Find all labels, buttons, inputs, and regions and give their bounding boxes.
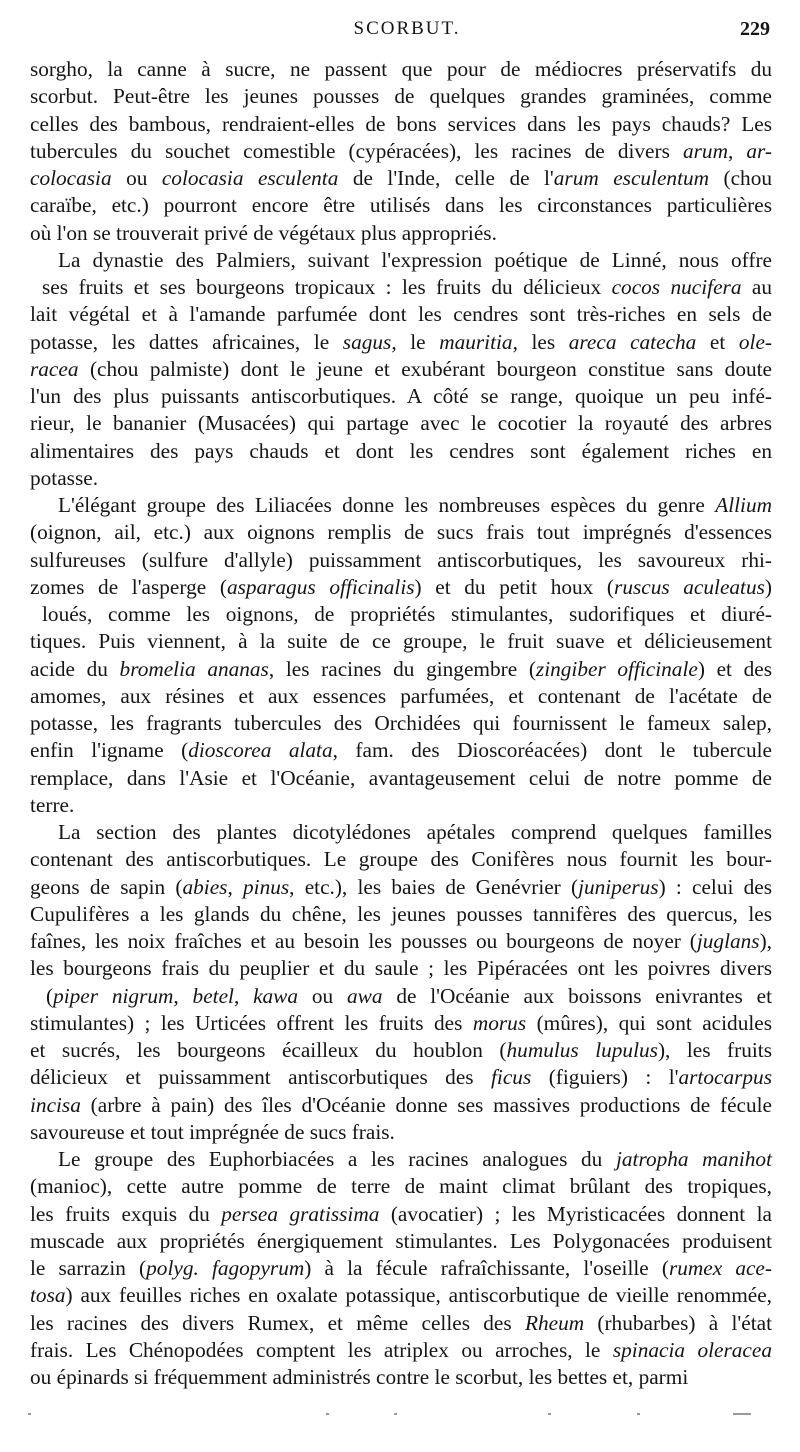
text-run: ou (111, 166, 162, 190)
italic-term: arum esculentum (553, 166, 710, 190)
text-line (30, 220, 772, 247)
italic-term: jatropha manihot (615, 1147, 772, 1171)
text-run: tubercules du souchet comestible (cypéracées), les racines de divers (30, 138, 683, 163)
text-run: celles des bambous, rendraient-elles de bons services dans les pays chauds? Les (30, 111, 772, 136)
text-line (30, 492, 772, 519)
text-line (30, 519, 772, 546)
text-run: muscade aux propriétés énergiquement stimulantes. Les Polygonacées produisent (30, 1228, 772, 1253)
text-run: ) : celui des (658, 874, 772, 899)
text-line (30, 83, 772, 110)
text-run: contenant des antiscorbutiques. Le groupe des Conifères nous fournit les bour- (30, 847, 772, 872)
text-line (30, 138, 772, 165)
text-line (30, 1119, 772, 1146)
text-run: ses fruits et ses bourgeons tropicaux : les fruits du délicieux (42, 275, 612, 299)
italic-term: colocasia (30, 166, 112, 190)
text-line (30, 56, 772, 83)
text-run: ) et des (697, 656, 773, 681)
text-run: l'un des plus puissants antiscorbutiques. A côté se range, quoique un peu infé- (30, 384, 772, 408)
text-line (30, 656, 772, 683)
italic-term: dioscorea alata (188, 738, 333, 763)
italic-term: kawa (253, 983, 299, 1008)
italic-term: ruscus aculeatus (614, 574, 765, 599)
text-line (30, 1255, 772, 1282)
italic-term: sagus (342, 329, 392, 354)
text-line (30, 1364, 772, 1391)
text-run: et (696, 329, 739, 354)
text-run: amomes, aux résines et aux essences parfumées, et contenant de l'acétate de (30, 683, 772, 708)
italic-term: abies (182, 874, 228, 899)
text-line (30, 683, 772, 710)
text-line (30, 901, 772, 928)
text-line (30, 111, 772, 138)
italic-term: betel (192, 983, 234, 1008)
italic-term: ficus (491, 1065, 532, 1090)
text-run: L'élégant groupe des Liliacées donne les nombreuses espèces du genre (58, 493, 716, 517)
italic-term: asparagus officinalis (226, 574, 415, 599)
text-line (30, 1064, 772, 1091)
text-line (30, 301, 772, 328)
text-run: acide du (30, 656, 120, 681)
italic-term: bromelia ananas (119, 656, 269, 681)
text-run: (mûres), qui sont acidules (526, 1010, 773, 1035)
text-run: ( (46, 983, 54, 1008)
text-run: au (741, 275, 772, 299)
text-line (30, 792, 772, 819)
text-run: (rhubarbes) à l'état (584, 1310, 773, 1335)
text-line (30, 1282, 772, 1309)
italic-term: pinus (243, 874, 290, 899)
text-run: rieur, le bananier (Musacées) qui partage avec le cocotier la royauté des arbres (30, 411, 772, 436)
italic-term: areca catecha (568, 329, 697, 354)
italic-term: incisa (30, 1092, 81, 1117)
italic-term: zingiber officinale (535, 656, 698, 681)
text-line (30, 874, 772, 901)
text-run: ou (298, 983, 347, 1008)
text-line (30, 1173, 772, 1200)
text-run: loués, comme les oignons, de propriétés stimulantes, sudorifiques et diuré- (42, 602, 772, 626)
text-line (30, 710, 772, 737)
text-run: La section des plantes dicotylédones apétales comprend quelques familles (58, 820, 772, 844)
text-line (30, 765, 772, 792)
text-run: les racines des divers Rumex, et même celles des (30, 1310, 525, 1335)
italic-term: Allium (715, 493, 772, 517)
text-run: ) aux feuilles riches en oxalate potassique, antiscorbutique de vieille renommée, (65, 1283, 772, 1308)
italic-term: juglans (696, 929, 760, 953)
text-run: , (227, 874, 243, 899)
text-run: Cupulifères a les glands du chêne, les jeunes pousses tannifères des quercus, les (30, 901, 772, 926)
text-run: faînes, les noix fraîches et au besoin les pousses ou bourgeons de noyer ( (30, 929, 697, 953)
text-line (30, 329, 772, 356)
text-run: le sarrazin ( (30, 1256, 147, 1280)
text-run: frais. Les Chénopodées comptent les atriplex ou arroches, le (30, 1337, 613, 1362)
text-run: , (233, 983, 254, 1008)
text-run: ) à la fécule rafraîchissante, l'oseille ( (304, 1256, 669, 1280)
text-run: stimulantes) ; les Urticées offrent les fruits des (30, 1010, 473, 1035)
italic-term: ar- (746, 138, 772, 163)
italic-term: cocos nucifera (611, 275, 742, 299)
text-line (30, 1146, 772, 1173)
text-run: et sucrés, les bourgeons écailleux du houblon ( (30, 1038, 507, 1062)
text-line (30, 1010, 772, 1037)
text-line (30, 983, 772, 1010)
text-run: Le groupe des Euphorbiacées a les racines analogues du (58, 1147, 616, 1171)
text-line (30, 574, 772, 601)
text-line (30, 1337, 772, 1364)
text-run: tiques. Puis viennent, à la suite de ce groupe, le fruit suave et délicieusement (30, 629, 772, 654)
text-run: ) (764, 574, 772, 599)
text-run: , les (512, 329, 569, 354)
text-run: (chou (709, 166, 772, 190)
text-run: ) et du petit houx ( (414, 574, 615, 599)
text-run: ), (759, 929, 772, 953)
italic-term: colocasia esculenta (161, 166, 339, 190)
text-line (30, 165, 772, 192)
text-line (30, 356, 772, 383)
text-run: , les racines du gingembre ( (268, 656, 536, 681)
italic-term: tosa (30, 1283, 66, 1308)
text-run: (chou palmiste) dont le jeune et exubérant bourgeon constitue sans doute (78, 356, 772, 381)
italic-term: Rheum (524, 1310, 585, 1335)
text-run: de l'Océanie aux boissons enivrantes et (382, 983, 772, 1008)
text-run: sorgho, la canne à sucre, ne passent que pour de médiocres préservatifs du (30, 57, 772, 81)
text-run: La dynastie des Palmiers, suivant l'expression poétique de Linné, nous offre (58, 247, 772, 272)
text-run: , etc.), les baies de Genévrier ( (289, 874, 579, 899)
text-run: potasse. (30, 465, 99, 490)
text-line (30, 274, 772, 301)
text-line (30, 928, 772, 955)
text-line (30, 1201, 772, 1228)
body-text (30, 56, 772, 1391)
text-run: zomes de l'asperge ( (30, 574, 227, 599)
text-run: , fam. des Dioscoréacées) dont le tubercule (332, 738, 772, 763)
italic-term: mauritia (439, 329, 513, 354)
italic-term: spinacia oleracea (612, 1337, 772, 1362)
text-run: (arbre à pain) des îles d'Océanie donne ses massives productions de fécule (80, 1092, 772, 1117)
text-run: , (173, 983, 193, 1008)
italic-term: racea (30, 356, 79, 381)
text-run: terre. (30, 792, 75, 817)
text-line (30, 1092, 772, 1119)
page-number: 229 (740, 18, 770, 40)
text-run: (avocatier) ; les Myristicacées donnent la (379, 1201, 772, 1226)
text-run: (oignon, ail, etc.) aux oignons remplis de sucs frais tout imprégnés d'essences (30, 520, 772, 545)
italic-term: piper nigrum (53, 983, 174, 1008)
text-line (30, 383, 772, 410)
text-run: (figuiers) : l' (531, 1065, 679, 1090)
text-run: , le (391, 329, 440, 354)
text-run: où l'on se trouverait privé de végétaux plus appropriés. (30, 220, 497, 245)
italic-term: awa (346, 983, 383, 1008)
text-run: , (727, 138, 747, 163)
italic-term: polyg. fagopyrum (146, 1256, 305, 1280)
text-line (30, 819, 772, 846)
text-run: de l'Inde, celle de l' (338, 166, 554, 190)
text-run: lait végétal et à l'amande parfumée dont les cendres sont très-riches en sels de (30, 302, 772, 327)
text-run: les fruits exquis du (30, 1201, 222, 1226)
text-run: (manioc), cette autre pomme de terre de maint climat brûlant des tropiques, (30, 1174, 772, 1199)
italic-term: morus (472, 1010, 527, 1035)
text-run: ), les fruits (657, 1038, 772, 1062)
text-line (30, 547, 772, 574)
text-run: enfin l'igname ( (30, 738, 189, 763)
italic-term: arum (683, 138, 728, 163)
text-line (30, 601, 772, 628)
text-run: potasse, les fragrants tubercules des Orchidées qui fournissent le fameux salep, (30, 711, 772, 735)
text-line (30, 737, 772, 764)
text-line (30, 1310, 772, 1337)
italic-term: artocarpus (678, 1065, 772, 1090)
text-run: geons de sapin ( (30, 874, 183, 899)
text-run: alimentaires des pays chauds et dont les cendres sont également riches en (30, 438, 772, 463)
text-line (30, 410, 772, 437)
running-title: SCORBUT. (353, 18, 461, 39)
italic-term: humulus lupulus (506, 1038, 658, 1062)
text-line (30, 192, 772, 219)
italic-term: ole- (738, 329, 772, 354)
text-run: remplace, dans l'Asie et l'Océanie, avantageusement celui de notre pomme de (30, 765, 772, 790)
text-run: scorbut. Peut-être les jeunes pousses de quelques grandes graminées, comme (30, 84, 772, 109)
text-run: délicieux et puissamment antiscorbutiques des (30, 1065, 492, 1090)
italic-term: juniperus (578, 874, 659, 899)
scan-specks (0, 1413, 800, 1421)
text-line (30, 846, 772, 873)
text-line (30, 465, 772, 492)
text-line (30, 955, 772, 982)
text-run: potasse, les dattes africaines, le (30, 329, 343, 354)
text-run: ou épinards si fréquemment administrés contre le scorbut, les bettes et, parmi (30, 1365, 689, 1389)
text-run: savoureuse et tout imprégnée de sucs frais. (30, 1119, 395, 1144)
italic-term: rumex ace- (668, 1256, 772, 1280)
text-run: les bourgeons frais du peuplier et du saule ; les Pipéracées ont les poivres divers (30, 956, 772, 981)
text-line (30, 1037, 772, 1064)
italic-term: persea gratissima (221, 1201, 380, 1226)
text-run: caraïbe, etc.) pourront encore être utilisés dans les circonstances particulières (30, 193, 772, 218)
text-line (30, 438, 772, 465)
page-header (44, 18, 770, 52)
text-line (30, 1228, 772, 1255)
text-run: sulfureuses (sulfure d'allyle) puissamment antiscorbutiques, les savoureux rhi- (30, 547, 772, 572)
text-line (30, 628, 772, 655)
text-line (30, 247, 772, 274)
